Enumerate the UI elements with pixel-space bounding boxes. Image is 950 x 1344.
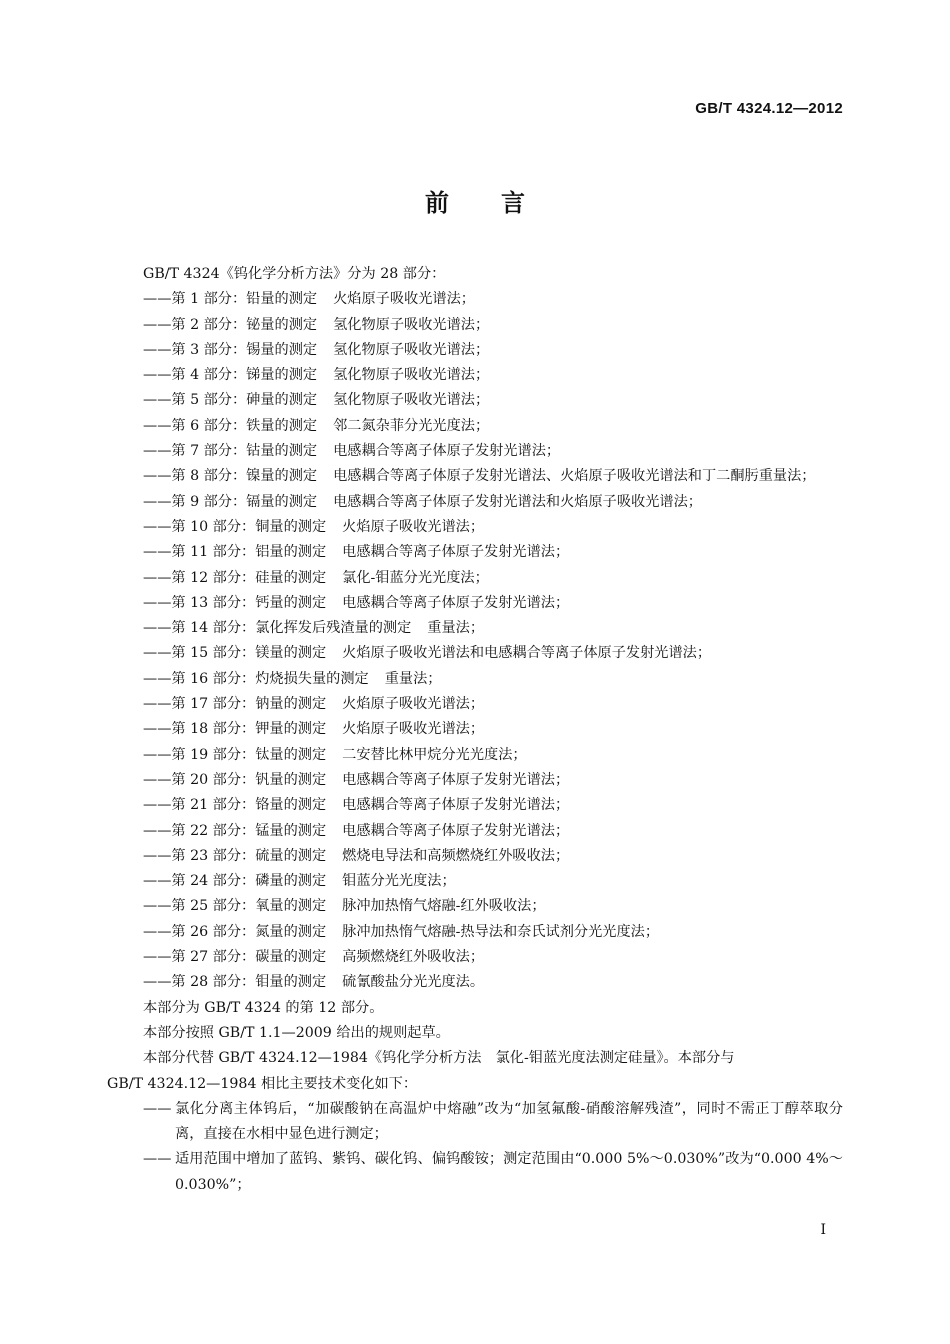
intro-paragraph: GB/T 4324《钨化学分析方法》分为 28 部分： [143,266,446,282]
part-list-item [107,591,843,616]
part-method: 电感耦合等离子体原子发射光谱法； [342,771,570,788]
part-list-item [107,414,843,439]
part-list-item [107,313,843,338]
part-number-and-analyte: ——第 14 部分：氯化挥发后残渣量的测定 [143,620,412,637]
part-number-and-analyte: ——第 13 部分：钙量的测定 [143,594,327,611]
document-body [107,262,843,1198]
part-list-item [107,692,843,717]
part-number-and-analyte: ——第 28 部分：钼量的测定 [143,974,327,991]
part-method: 电感耦合等离子体原子发射光谱法和火焰原子吸收光谱法； [333,493,702,510]
part-list-item [107,844,843,869]
part-method: 电感耦合等离子体原子发射光谱法； [333,443,561,460]
part-number-and-analyte: ——第 26 部分：氮量的测定 [143,923,327,940]
part-number-and-analyte: ——第 23 部分：硫量的测定 [143,847,327,864]
part-list-item [107,667,843,692]
change-dash: —— [143,1151,172,1168]
change-list-item [107,1097,843,1148]
part-method: 电感耦合等离子体原子发射光谱法； [342,544,570,561]
part-method: 火焰原子吸收光谱法； [342,721,485,738]
part-number-and-analyte: ——第 22 部分：锰量的测定 [143,822,327,839]
part-list-item [107,439,843,464]
part-number-and-analyte: ——第 6 部分：铁量的测定 [143,417,318,434]
part-number-and-analyte: ——第 21 部分：铬量的测定 [143,797,327,814]
part-method: 邻二氮杂菲分光光度法； [333,417,490,434]
part-list-item [107,566,843,591]
paragraph-replacement-line-1: 本部分代替 GB/T 4324.12—1984《钨化学分析方法 氯化-钼蓝光度法测定硅量》。本部分与 [143,1050,735,1067]
part-number-and-analyte: ——第 24 部分：磷量的测定 [143,873,327,890]
part-list-item [107,894,843,919]
part-list-item [107,616,843,641]
part-number-and-analyte: ——第 8 部分：镍量的测定 [143,468,318,485]
part-number-and-analyte: ——第 5 部分：砷量的测定 [143,392,318,409]
part-number-and-analyte: ——第 12 部分：硅量的测定 [143,569,327,586]
change-text: 氯化分离主体钨后，“加碳酸钠在高温炉中熔融”改为“加氢氟酸-硝酸溶解残渣”，同时不需正丁醇萃取分离，直接在水相中显色进行测定； [175,1100,843,1143]
part-method: 重量法； [384,670,442,687]
part-list-item [107,869,843,894]
part-list-item [107,338,843,363]
part-list-item [107,970,843,995]
part-number-and-analyte: ——第 15 部分：镁量的测定 [143,645,327,662]
part-method: 脉冲加热惰气熔融-红外吸收法； [342,898,546,915]
part-method: 脉冲加热惰气熔融-热导法和奈氏试剂分光光度法； [342,923,660,940]
part-method: 氢化物原子吸收光谱法； [333,316,490,333]
parts-list [107,287,843,995]
part-number-and-analyte: ——第 27 部分：碳量的测定 [143,949,327,966]
part-list-item [107,363,843,388]
part-list-item [107,743,843,768]
part-method: 氢化物原子吸收光谱法； [333,367,490,384]
part-method: 火焰原子吸收光谱法； [333,291,475,308]
part-list-item [107,819,843,844]
part-number-and-analyte: ——第 7 部分：钴量的测定 [143,443,318,460]
standard-code-header: GB/T 4324.12—2012 [695,100,843,117]
part-method: 电感耦合等离子体原子发射光谱法； [342,594,570,611]
part-number-and-analyte: ——第 19 部分：钛量的测定 [143,746,327,763]
part-method: 火焰原子吸收光谱法； [342,696,485,713]
part-method: 高频燃烧红外吸收法； [342,949,485,966]
part-number-and-analyte: ——第 17 部分：钠量的测定 [143,696,327,713]
part-method: 氯化-钼蓝分光光度法； [342,569,489,586]
part-method: 电感耦合等离子体原子发射光谱法； [342,797,570,814]
change-list-item [107,1147,843,1198]
part-list-item [107,641,843,666]
part-list-item [107,793,843,818]
part-list-item [107,540,843,565]
part-method: 氢化物原子吸收光谱法； [333,392,490,409]
part-method: 硫氰酸盐分光光度法。 [342,974,485,991]
part-list-item [107,945,843,970]
part-number-and-analyte: ——第 9 部分：镉量的测定 [143,493,318,510]
page-title [0,183,950,218]
paragraph-drafting-rules: 本部分按照 GB/T 1.1—2009 给出的规则起草。 [143,1024,450,1041]
paragraph-replacement-line-2: GB/T 4324.12—1984 相比主要技术变化如下： [107,1075,418,1092]
part-method: 火焰原子吸收光谱法和电感耦合等离子体原子发射光谱法； [342,645,712,662]
changes-list [107,1097,843,1198]
title-char-2: 言 [501,189,525,217]
part-number-and-analyte: ——第 16 部分：灼烧损失量的测定 [143,670,369,687]
part-number-and-analyte: ——第 1 部分：铅量的测定 [143,291,318,308]
part-method: 钼蓝分光光度法； [342,873,456,890]
part-list-item [107,490,843,515]
part-method: 电感耦合等离子体原子发射光谱法； [342,822,570,839]
part-number-and-analyte: ——第 11 部分：铝量的测定 [143,544,327,561]
change-dash: —— [143,1100,172,1117]
part-number-and-analyte: ——第 25 部分：氧量的测定 [143,898,327,915]
change-text: 适用范围中增加了蓝钨、紫钨、碳化钨、偏钨酸铵；测定范围由“0.000 5%～0.030%”改为“0.000 4%～0.030%”； [175,1151,843,1193]
part-method: 电感耦合等离子体原子发射光谱法、火焰原子吸收光谱法和丁二酮肟重量法； [333,468,816,485]
part-method: 火焰原子吸收光谱法； [342,518,485,535]
part-list-item [107,388,843,413]
part-number-and-analyte: ——第 20 部分：钒量的测定 [143,771,327,788]
title-char-1: 前 [425,189,449,217]
part-list-item [107,287,843,312]
part-list-item [107,515,843,540]
part-number-and-analyte: ——第 2 部分：铋量的测定 [143,316,318,333]
part-number-and-analyte: ——第 10 部分：铜量的测定 [143,518,327,535]
part-method: 重量法； [427,620,485,637]
part-list-item [107,768,843,793]
part-list-item [107,717,843,742]
part-list-item [107,920,843,945]
part-number-and-analyte: ——第 18 部分：钾量的测定 [143,721,327,738]
part-list-item [107,464,843,489]
part-number-and-analyte: ——第 3 部分：锡量的测定 [143,341,318,358]
page-number: I [820,1222,826,1238]
part-number-and-analyte: ——第 4 部分：锑量的测定 [143,367,318,384]
paragraph-part-number: 本部分为 GB/T 4324 的第 12 部分。 [143,999,384,1016]
part-method: 氢化物原子吸收光谱法； [333,341,490,358]
part-method: 二安替比林甲烷分光光度法； [342,746,527,763]
part-method: 燃烧电导法和高频燃烧红外吸收法； [342,847,570,864]
